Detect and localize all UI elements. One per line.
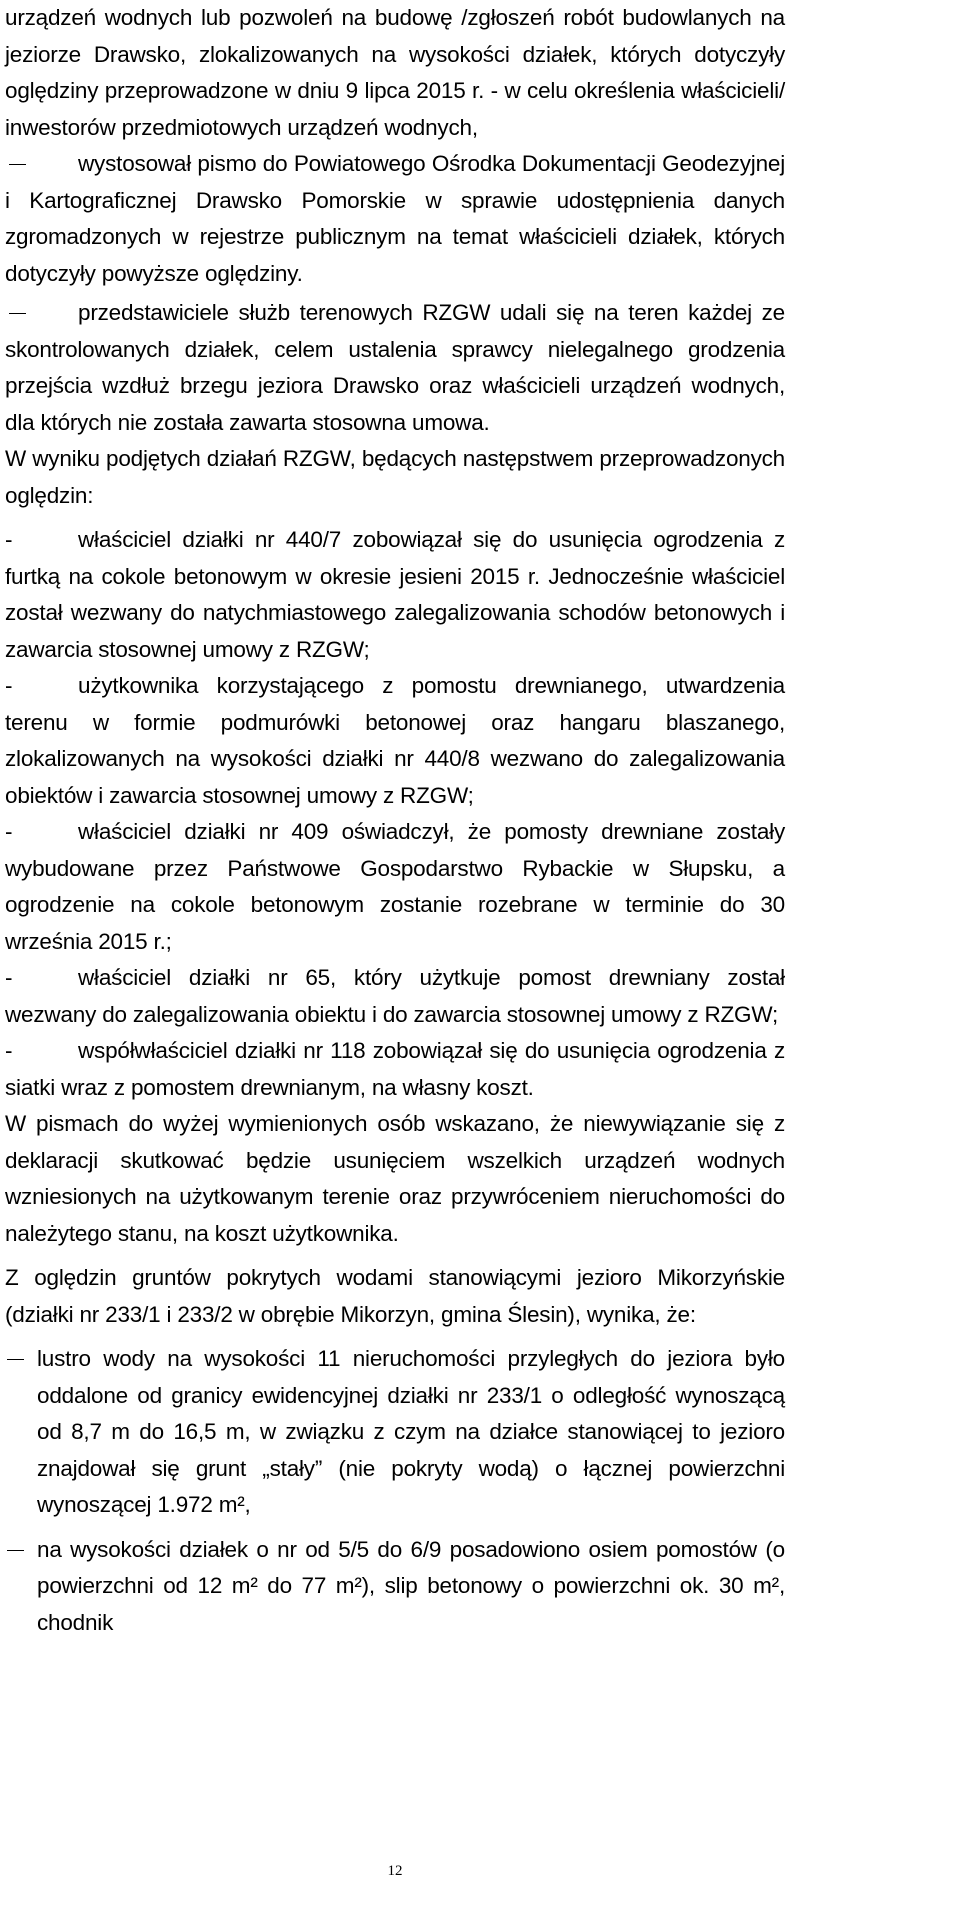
dash-item — [7, 146, 785, 292]
list-item-content: współwłaściciel działki nr 118 zobowiązał się do usunięcia ogrodzenia z siatki wraz z pomostem drewnianym, na własny koszt. — [5, 1038, 785, 1100]
intro-paragraph: urządzeń wodnych lub pozwoleń na budowę /zgłoszeń robót budowlanych na jeziorze Drawsko, zlokalizowanych na wysokości działek, których dotyczyły oględziny przeprowadzone w dniu 9 lipca 2015 r. - w celu określenia właścicieli/ inwestorów przedmiotowych urządzeń wodnych, — [5, 5, 785, 140]
list-marker: - — [5, 527, 13, 552]
list-item-content: właściciel działki nr 440/7 zobowiązał się do usunięcia ogrodzenia z furtką na cokole betonowym w okresie jesieni 2015 r. Jednocześnie właściciel został wezwany do natychmiastowego zalegalizowania schodów betonowych i zawarcia stosownej umowy z RZGW; — [5, 527, 785, 662]
list-item — [5, 522, 785, 668]
list-marker: - — [5, 673, 13, 698]
list-item — [5, 668, 785, 814]
list-item — [5, 960, 785, 1033]
list-item-content: użytkownika korzystającego z pomostu drewnianego, utwardzenia terenu w formie podmurówki betonowej oraz hangaru blaszanego, zlokalizowanych na wysokości działki nr 440/8 wezwano do zalegalizowania obiektów i zawarcia stosownej umowy z RZGW; — [5, 673, 785, 808]
dash-bullet — [7, 146, 78, 183]
letters-paragraph: W pismach do wyżej wymienionych osób wskazano, że niewywiązanie się z deklaracji skutkować będzie usunięciem wszelkich urządzeń wodnych wzniesionych na użytkowanym terenie oraz przywróceniem nieruchomości do należytego stanu, na koszt użytkownika. — [5, 1111, 785, 1246]
document-page — [5, 0, 785, 1641]
list-item-text — [5, 960, 785, 1033]
dash-item-text: na wysokości działek o nr od 5/5 do 6/9 posadowiono osiem pomostów (o powierzchni od 12 m² do 77 m²), slip betonowy o powierzchni ok. 30 m², chodnik — [37, 1536, 785, 1635]
list-marker: - — [5, 965, 13, 990]
dash-item — [5, 1532, 785, 1642]
list-item-content: właściciel działki nr 65, który użytkuje pomost drewniany został wezwany do zalegalizowania obiektu i do zawarcia stosownej umowy z RZGW; — [5, 965, 785, 1027]
page-number: 12 — [387, 1863, 403, 1879]
result-intro: W wyniku podjętych działań RZGW, będących następstwem przeprowadzonych oględzin: — [5, 446, 785, 508]
list-item-content: właściciel działki nr 409 oświadczył, że pomosty drewniane zostały wybudowane przez Państwowe Gospodarstwo Rybackie w Słupsku, a ogrodzenie na cokole betonowym zostanie rozebrane w terminie do 30 września 2015 r.; — [5, 819, 785, 954]
dash-item — [5, 1341, 785, 1524]
list-item-text — [5, 668, 785, 814]
dash-bullet — [5, 1532, 33, 1569]
dash-item — [7, 295, 785, 441]
dash-item-text: wystosował pismo do Powiatowego Ośrodka Dokumentacji Geodezyjnej i Kartograficznej Drawsko Pomorskie w sprawie udostępnienia danych zgromadzonych w rejestrze publicznym na temat właścicieli działek, których dotyczyły powyższe oględziny. — [5, 151, 785, 286]
list-item-text — [5, 522, 785, 668]
list-marker: - — [5, 819, 13, 844]
list-item-text — [5, 1033, 785, 1106]
list-item — [5, 814, 785, 960]
dash-item-text: przedstawiciele służb terenowych RZGW udali się na teren każdej ze skontrolowanych działek, celem ustalenia sprawcy nielegalnego grodzenia przejścia wzdłuż brzegu jeziora Drawsko oraz właścicieli urządzeń wodnych, dla których nie została zawarta stosowna umowa. — [5, 300, 785, 435]
dash-item-text: lustro wody na wysokości 11 nieruchomości przyległych do jeziora było oddalone od granicy ewidencyjnej działki nr 233/1 o odległość wynoszącą od 8,7 m do 16,5 m, w związku z czym na działce stanowiącej to jezioro znajdował się grunt „stały” (nie pokryty wodą) o łącznej powierzchni wynoszącej 1.972 m², — [37, 1346, 785, 1517]
list-item — [5, 1033, 785, 1106]
list-marker: - — [5, 1038, 13, 1063]
mikorzyn-intro: Z oględzin gruntów pokrytych wodami stanowiącymi jezioro Mikorzyńskie (działki nr 233/1 i 233/2 w obrębie Mikorzyn, gmina Ślesin), wynika, że: — [5, 1265, 785, 1327]
dash-bullet — [7, 295, 78, 332]
dash-bullet — [5, 1341, 33, 1378]
list-item-text — [5, 814, 785, 960]
